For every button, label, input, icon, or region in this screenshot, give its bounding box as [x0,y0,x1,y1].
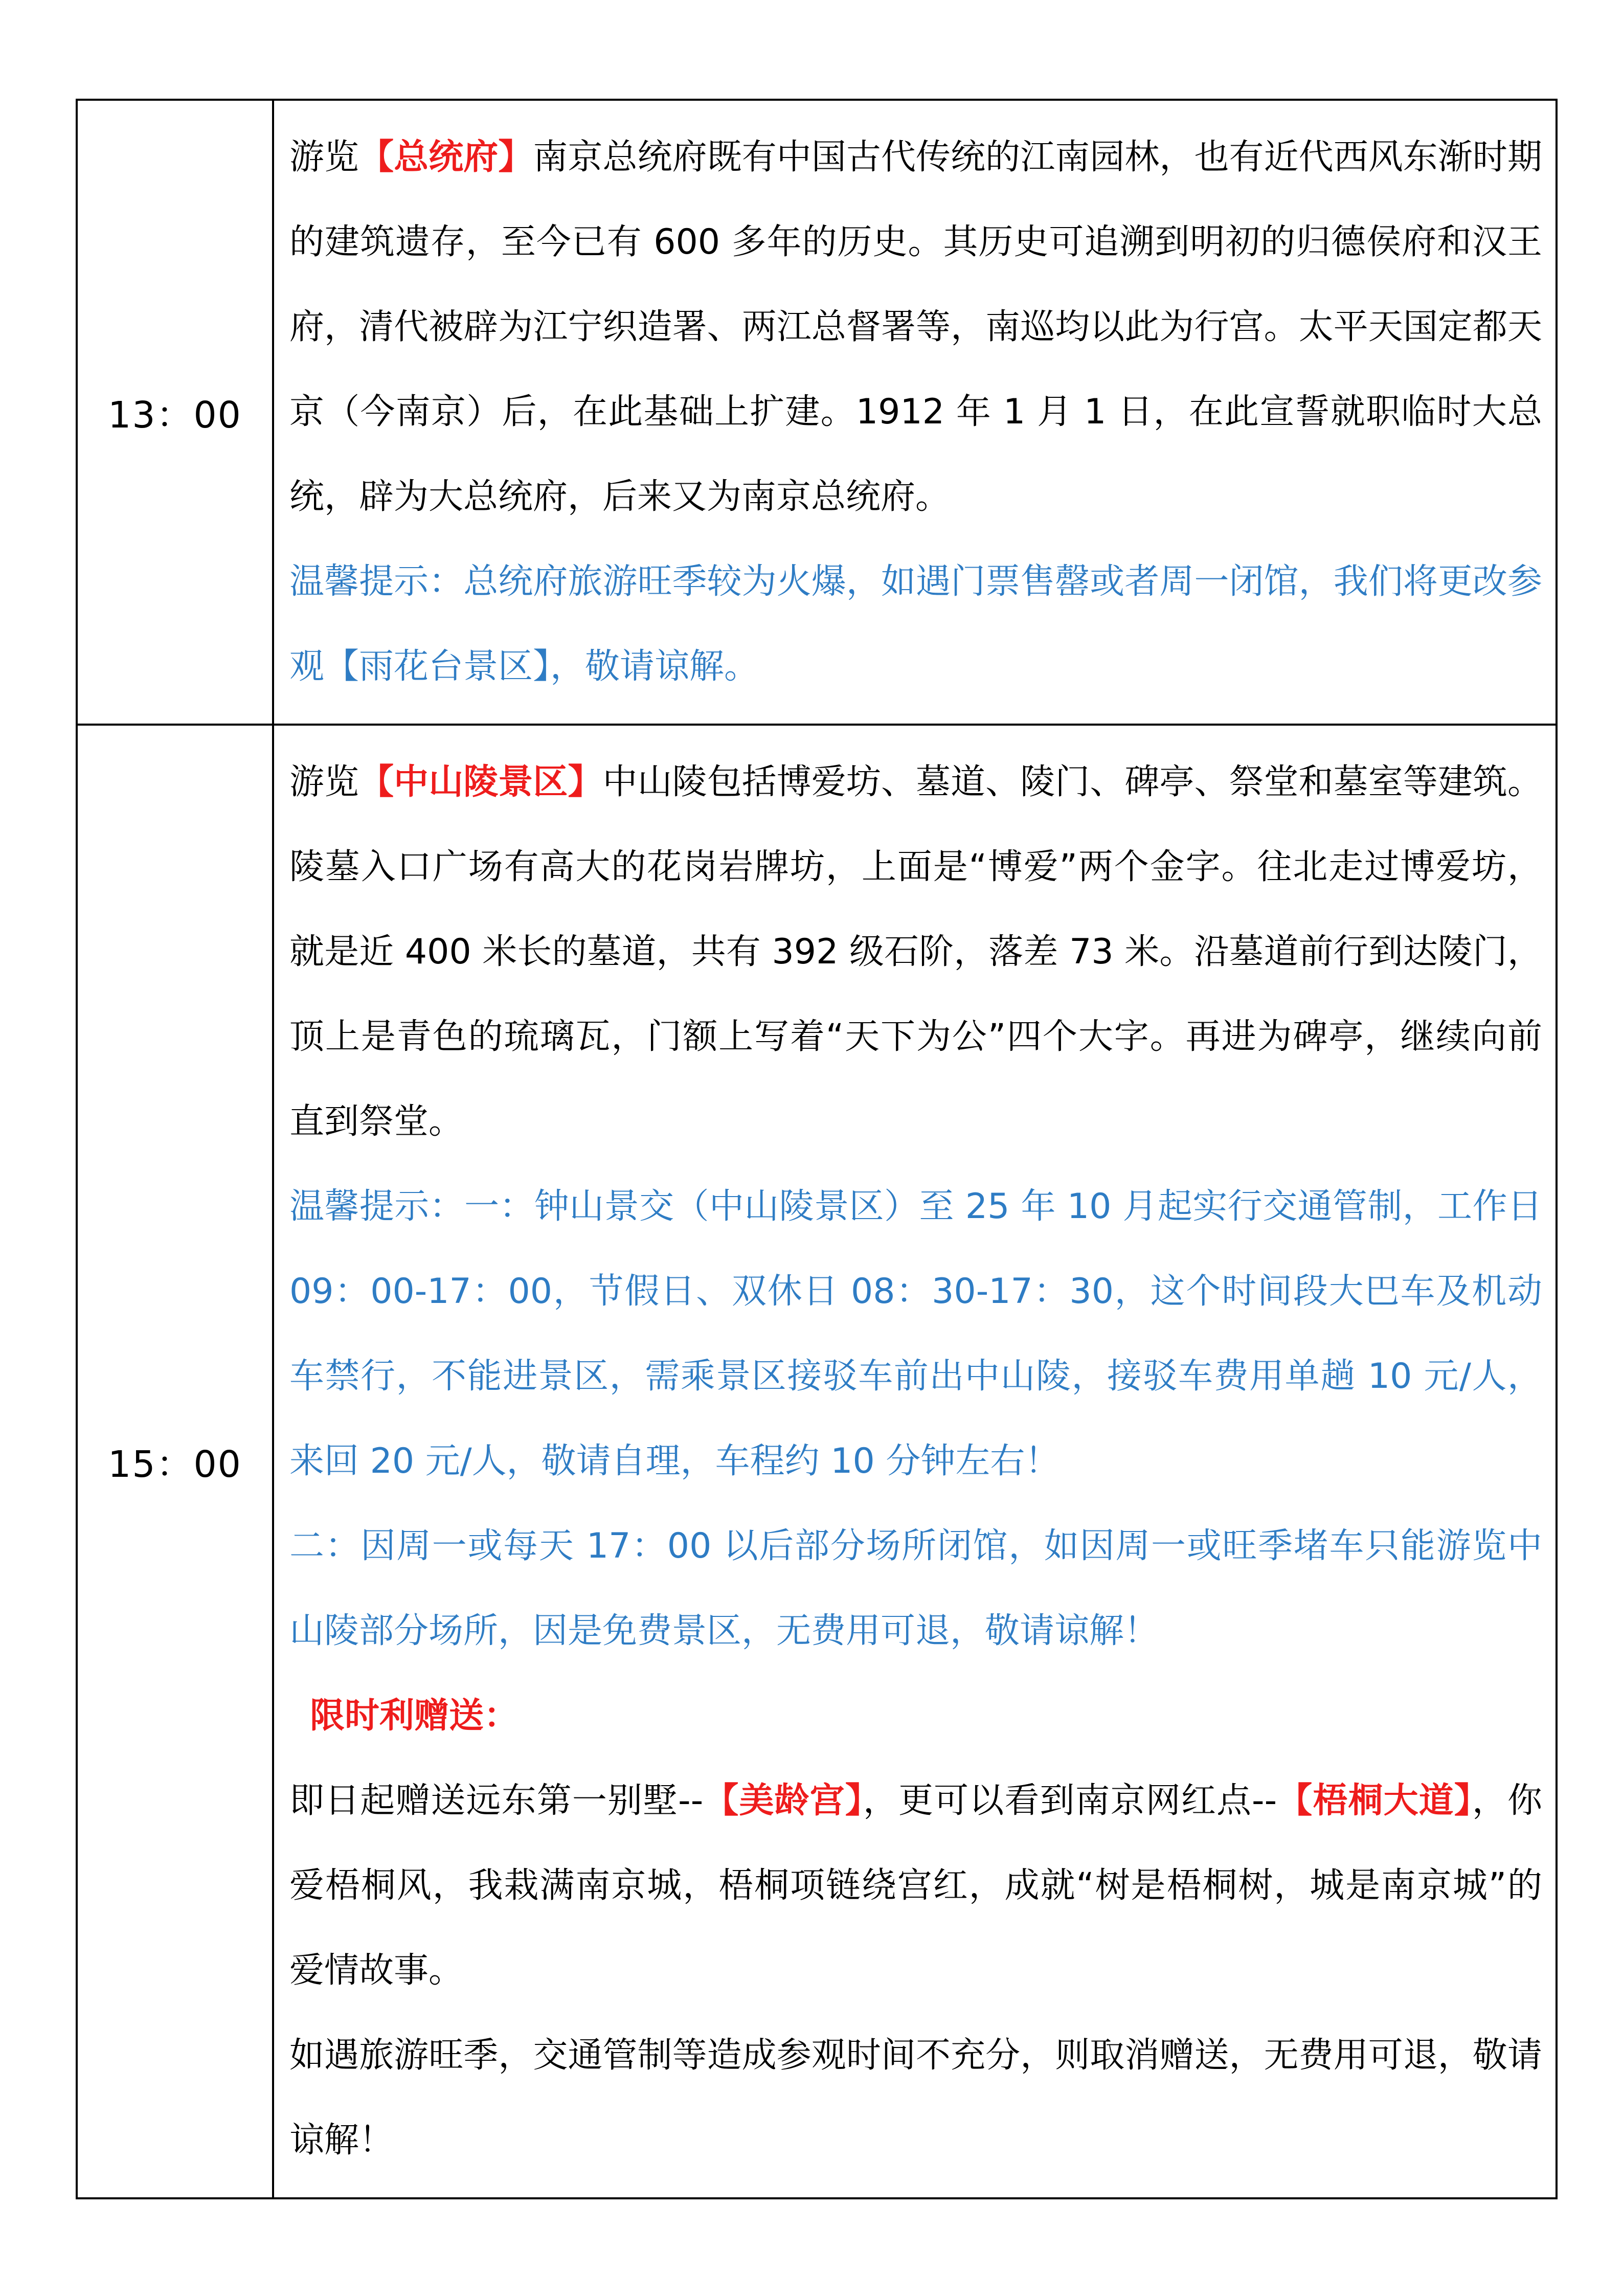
time-cell: 13：00 [77,100,273,725]
content-cell [273,100,1557,725]
itinerary-row-2 [77,725,1557,2198]
intro-prefix: 游览 [289,762,359,802]
content-cell [273,725,1557,2198]
warm-tip: 温馨提示：总统府旅游旺季较为火爆，如遇门票售罄或者周一闭馆，我们将更改参观【雨花台景区】，敬请谅解。 [289,561,1542,687]
promo-highlight-meiling-palace: 【美龄宫】 [703,1781,863,1821]
warm-tip-2: 二：因周一或每天 17：00 以后部分场所闭馆，如因周一或旺季堵车只能游览中山陵部分场所，因是免费景区，无费用可退，敬请谅解！ [289,1526,1542,1651]
time-cell: 15：00 [77,725,273,2198]
itinerary-row-1 [77,100,1557,725]
promo-middle: ，更可以看到南京网红点-- [863,1781,1277,1821]
promo-prefix: 即日起赠送远东第一别墅-- [289,1781,704,1821]
promo-description [289,1759,1542,2013]
attraction-description [289,115,1542,539]
intro-text: 中山陵包括博爱坊、墓道、陵门、碑亭、祭堂和墓室等建筑。陵墓入口广场有高大的花岗岩牌坊，上面是“博爱”两个金字。往北走过博爱坊，就是近 400 米长的墓道，共有 392 级石阶，落差 73 米。沿墓道前行到达陵门，顶上是青色的琉璃瓦，门额上写着“天下为公”四个大字。再进为碑亭，继续向前直到祭堂。 [289,762,1542,1142]
promo-highlight-wutong-avenue: 【梧桐大道】 [1277,1781,1472,1821]
attraction-description [289,740,1542,1164]
attraction-name: 【总统府】 [359,137,533,177]
itinerary-table [76,99,1558,2199]
promo-text: ，你爱梧桐风，我栽满南京城，梧桐项链绕宫红，成就“树是梧桐树，城是南京城”的爱情故事。 [289,1781,1542,1991]
intro-prefix: 游览 [289,137,359,177]
intro-text: 南京总统府既有中国古代传统的江南园林，也有近代西风东渐时期的建筑遗存，至今已有 600 多年的历史。其历史可追溯到明初的归德侯府和汉王府，清代被辟为江宁织造署、两江总督署等，南巡均以此为行宫。太平天国定都天京（今南京）后，在此基础上扩建。1912 年 1 月 1 日，在此宣誓就职临时大总统，辟为大总统府，后来又为南京总统府。 [289,137,1542,517]
promo-note: 如遇旅游旺季，交通管制等造成参观时间不充分，则取消赠送，无费用可退，敬请谅解！ [289,2035,1542,2160]
promo-title: 限时利赠送： [310,1696,519,1736]
attraction-name: 【中山陵景区】 [359,762,603,802]
warm-tip-1: 温馨提示：一：钟山景交（中山陵景区）至 25 年 10 月起实行交通管制，工作日 09：00-17：00，节假日、双休日 08：30-17：30，这个时间段大巴车及机动车禁行，不能进景区，需乘景区接驳车前出中山陵，接驳车费用单趟 10 元/人，来回 20 元/人，敬请自理，车程约 10 分钟左右！ [289,1186,1542,1481]
